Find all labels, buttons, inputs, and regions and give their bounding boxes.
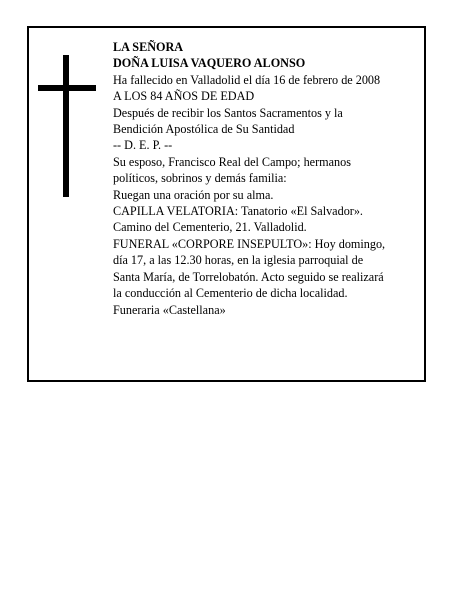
- notice-line-rip: -- D. E. P. --: [113, 138, 173, 153]
- notice-line-chapel: CAPILLA VELATORIA: Tanatorio «El Salvador».: [113, 204, 363, 219]
- cross-horizontal-bar: [38, 85, 96, 91]
- notice-line-funeral-1: FUNERAL «CORPORE INSEPULTO»: Hoy domingo,: [113, 236, 386, 251]
- notice-line-funeral-3: Santa María, de Torrelobatón. Acto seguido se realizará: [113, 269, 384, 284]
- cross-vertical-bar: [63, 55, 69, 197]
- notice-line-chapel-address: Camino del Cementerio, 21. Valladolid.: [113, 220, 307, 235]
- notice-line-family-2: políticos, sobrinos y demás familia:: [113, 171, 287, 186]
- notice-heading-name: DOÑA LUISA VAQUERO ALONSO: [113, 56, 306, 71]
- notice-line-blessing: Bendición Apostólica de Su Santidad: [113, 122, 295, 137]
- latin-cross-icon: [38, 55, 96, 197]
- notice-heading-title: LA SEÑORA: [113, 40, 184, 54]
- notice-line-death-date: Ha fallecido en Valladolid el día 16 de febrero de 2008: [113, 72, 381, 87]
- notice-line-funeral-home: Funeraria «Castellana»: [113, 302, 226, 317]
- notice-line-funeral-2: día 17, a las 12.30 horas, en la iglesia parroquial de: [113, 253, 364, 268]
- obituary-text: [113, 39, 423, 318]
- notice-line-prayer: Ruegan una oración por su alma.: [113, 187, 274, 202]
- notice-line-sacraments: Después de recibir los Santos Sacramentos y la: [113, 105, 343, 120]
- notice-line-family-1: Su esposo, Francisco Real del Campo; hermanos: [113, 154, 351, 169]
- notice-line-funeral-4: la conducción al Cementerio de dicha localidad.: [113, 286, 348, 301]
- notice-line-age: A LOS 84 AÑOS DE EDAD: [113, 89, 255, 104]
